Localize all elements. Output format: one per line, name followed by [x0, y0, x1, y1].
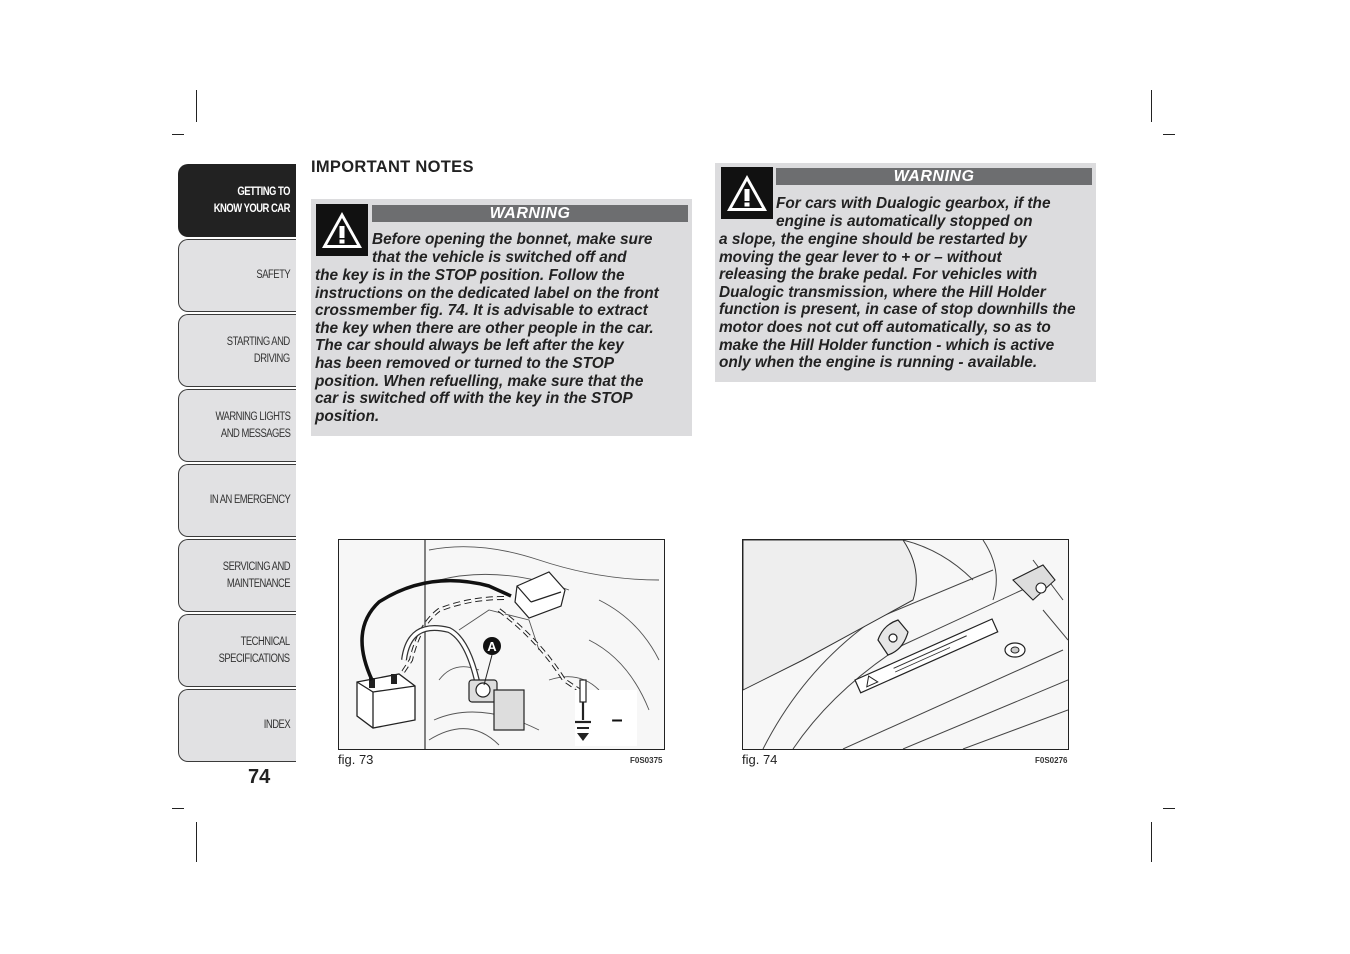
tab-starting-and-driving[interactable]: [178, 314, 296, 387]
tab-label: TECHNICAL SPECIFICATIONS: [218, 635, 290, 665]
tab-technical-specifications[interactable]: [178, 614, 296, 687]
warning-body-text: a slope, the engine should be restarted by moving the gear lever to + or – without releasing the brake pedal. For vehicles with Dualogic transmission, where the Hill Holder function is present, in case of stop downhills the motor does not cut off automatically, so as to make the Hill Holder function - which is active only when the engine is running - available.: [719, 231, 1076, 372]
figure-caption: fig. 74: [742, 752, 778, 767]
page-number: 74: [248, 766, 271, 788]
crop-mark: [1163, 808, 1175, 809]
warning-title: WARNING: [372, 205, 688, 222]
warning-box-bonnet: [311, 199, 692, 436]
tab-index[interactable]: [178, 689, 296, 762]
tab-label: STARTING AND DRIVING: [227, 335, 290, 365]
tab-servicing[interactable]: [178, 539, 296, 612]
crop-mark: [196, 822, 197, 862]
warning-triangle-icon: [721, 167, 773, 219]
ground-minus-symbol: –: [611, 709, 623, 731]
figure-code: F0S0276: [1035, 756, 1068, 765]
crop-mark: [1163, 134, 1175, 135]
tab-safety[interactable]: [178, 239, 296, 312]
tab-warning-lights[interactable]: [178, 389, 296, 462]
warning-box-dualogic: [715, 163, 1096, 382]
figure-73-battery-jump: [338, 539, 665, 750]
warning-title: WARNING: [776, 168, 1092, 185]
tab-in-an-emergency[interactable]: [178, 464, 296, 537]
tab-label: WARNING LIGHTS AND MESSAGES: [214, 410, 290, 440]
warning-intro-text: Before opening the bonnet, make sure that the vehicle is switched off and: [372, 231, 653, 266]
warning-triangle-icon: [316, 204, 368, 256]
crop-mark: [1151, 822, 1152, 862]
warning-intro-text: For cars with Dualogic gearbox, if the engine is automatically stopped on: [776, 195, 1051, 230]
figure-code: F0S0375: [630, 756, 663, 765]
crop-mark: [172, 134, 184, 135]
callout-label: A: [487, 639, 497, 654]
crossmember-illustration: [743, 540, 1068, 749]
crop-mark: [172, 808, 184, 809]
tab-label: SAFETY: [256, 269, 290, 281]
tab-label: IN AN EMERGENCY: [209, 494, 290, 506]
tab-label: GETTING TO KNOW YOUR CAR: [213, 185, 290, 215]
tab-getting-to-know-your-car[interactable]: [178, 164, 296, 237]
section-title: IMPORTANT NOTES: [311, 158, 474, 176]
warning-body-text: the key is in the STOP position. Follow the instructions on the dedicated label on the front crossmember fig. 74. It is advisable to extract the key when there are other people in the car. The car should always be left after the key has been removed or turned to the STOP position. When refuelling, make sure that the car is switched off with the key in the STOP position.: [315, 267, 659, 425]
crop-mark: [196, 90, 197, 122]
figure-74-crossmember-label: [742, 539, 1069, 750]
tab-label: INDEX: [263, 719, 290, 731]
tab-label: SERVICING AND MAINTENANCE: [222, 560, 290, 590]
crop-mark: [1151, 90, 1152, 122]
battery-illustration: [339, 540, 664, 749]
figure-caption: fig. 73: [338, 752, 374, 767]
